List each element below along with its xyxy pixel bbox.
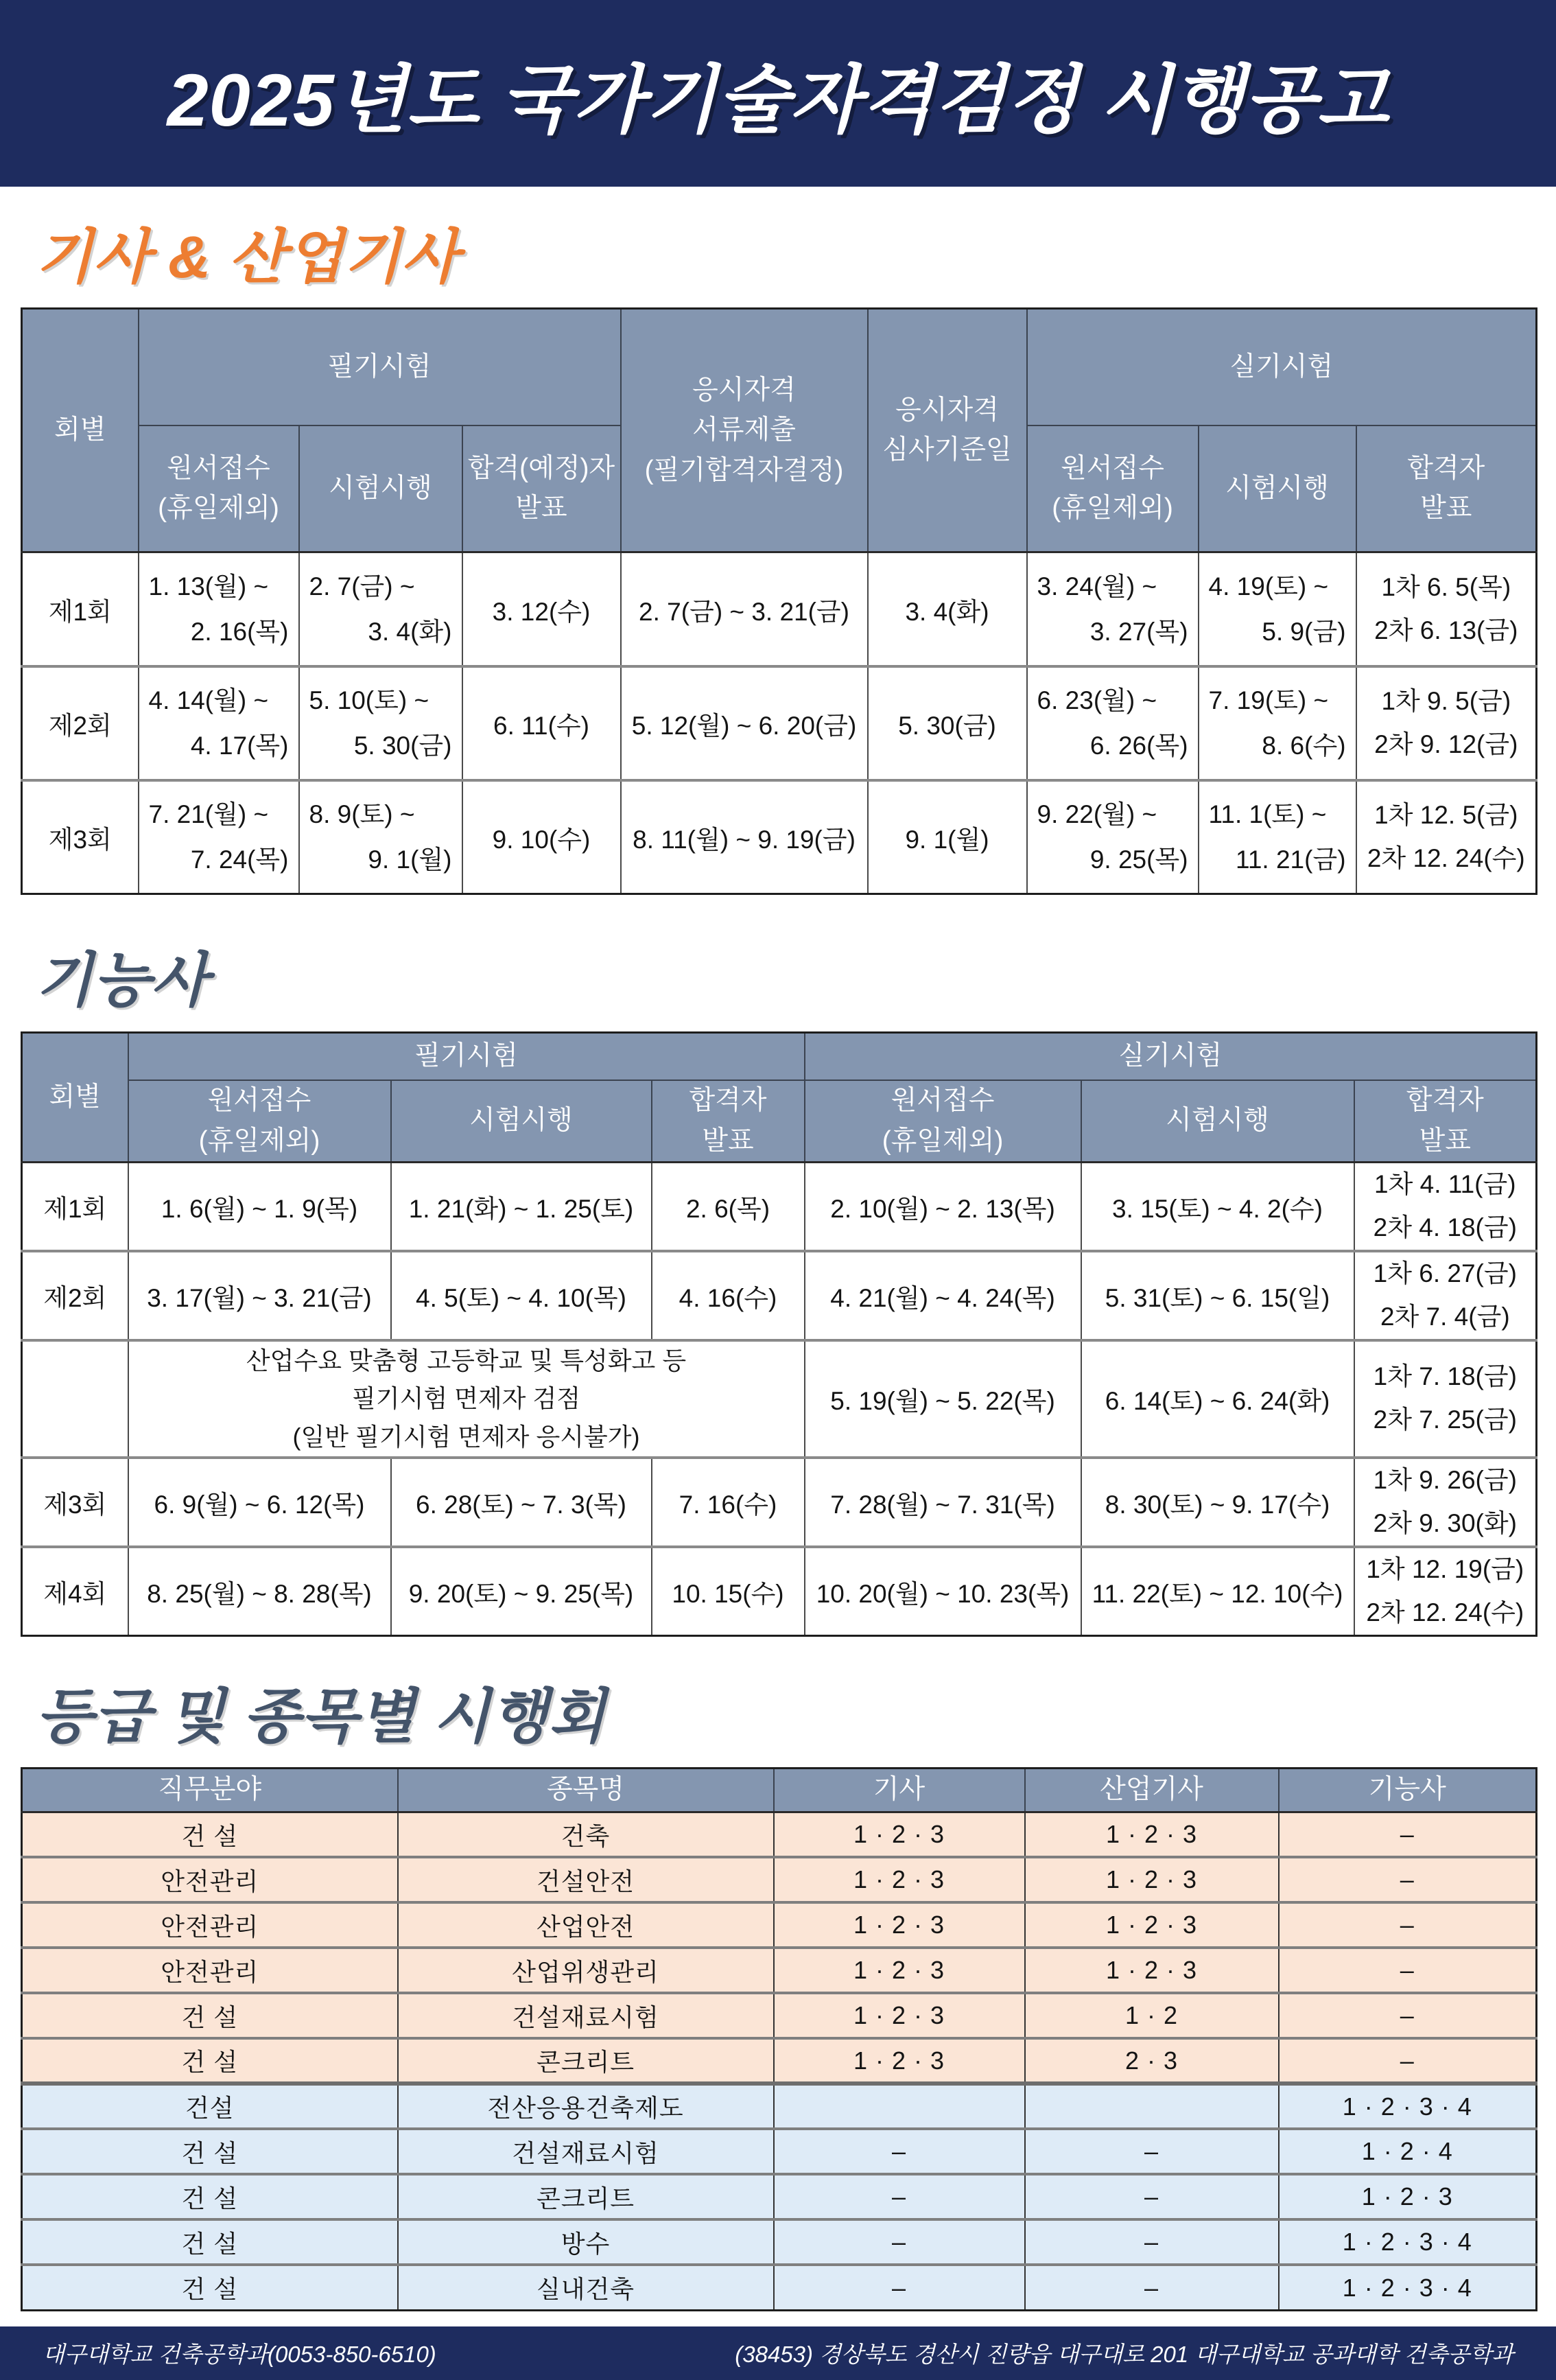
t1-r2-practical-registration: 6. 23(월) ~ 6. 26(목) xyxy=(1027,666,1199,780)
t1-header-round: 회별 xyxy=(22,309,139,552)
t1-header-criteria-date: 응시자격 심사기준일 xyxy=(868,309,1027,552)
t2-r2-practical-registration: 4. 21(월) ~ 4. 24(목) xyxy=(805,1251,1081,1340)
t3-r2-subject: 건설안전 xyxy=(398,1857,774,1902)
t2-r4-practical-pass: 1차 12. 19(금) 2차 12. 24(수) xyxy=(1354,1547,1537,1635)
t2-r2-practical-exam-date: 5. 31(토) ~ 6. 15(일) xyxy=(1081,1251,1354,1340)
t3-row-11 xyxy=(22,2265,1537,2310)
t2-special-round-cell xyxy=(22,1340,128,1458)
t3-row-5 xyxy=(22,1993,1537,2038)
t3-r2-gineungsa: – xyxy=(1279,1857,1537,1902)
t2-r1-written-pass: 2. 6(목) xyxy=(652,1163,805,1251)
t3-header-field: 직무분야 xyxy=(22,1768,398,1812)
t3-r7-gisa xyxy=(774,2084,1025,2129)
section-heading-grade: 등급 및 종목별 시행회 xyxy=(36,1683,606,1750)
t1-r3-practical-registration: 9. 22(월) ~ 9. 25(목) xyxy=(1027,780,1199,894)
t1-r3-practical-pass: 1차 12. 5(금) 2차 12. 24(수) xyxy=(1356,780,1537,894)
t3-r5-gineungsa: – xyxy=(1279,1993,1537,2038)
t2-r2-written-pass: 4. 16(수) xyxy=(652,1251,805,1340)
t3-r4-gineungsa: – xyxy=(1279,1948,1537,1993)
t3-r8-field: 건 설 xyxy=(22,2129,398,2174)
t2-r2-written-exam-date: 4. 5(토) ~ 4. 10(목) xyxy=(391,1251,652,1340)
gisa-table-header xyxy=(22,309,1537,552)
t2-r4-written-registration: 8. 25(월) ~ 8. 28(목) xyxy=(128,1547,391,1635)
t2-special-note: 산업수요 맞춤형 고등학교 및 특성화고 등 필기시험 면제자 검점 (일반 필기시험 면제자 응시불가) xyxy=(128,1340,805,1458)
t3-r11-subject: 실내건축 xyxy=(398,2265,774,2310)
t3-r9-saneopgisa: – xyxy=(1025,2174,1279,2219)
footer-address: (38453) 경상북도 경산시 진량읍 대구대로 201 대구대학교 공과대학 건축공학과 xyxy=(735,2342,1513,2368)
t2-r4-practical-exam-date: 11. 22(토) ~ 12. 10(수) xyxy=(1081,1547,1354,1635)
t2-r3-practical-registration: 7. 28(월) ~ 7. 31(목) xyxy=(805,1458,1081,1547)
t1-r1-written-exam-date: 2. 7(금) ~ 3. 4(화) xyxy=(299,552,462,666)
t3-row-2 xyxy=(22,1857,1537,1902)
t1-r3-practical-exam-date: 11. 1(토) ~ 11. 21(금) xyxy=(1199,780,1356,894)
t3-r7-field: 건설 xyxy=(22,2084,398,2129)
t3-r10-gineungsa: 1 · 2 · 3 · 4 xyxy=(1279,2219,1537,2265)
t3-r2-gisa: 1 · 2 · 3 xyxy=(774,1857,1025,1902)
t2-header-practical-pass: 합격자 발표 xyxy=(1354,1080,1537,1163)
t1-header-practical-exam-date: 시험시행 xyxy=(1199,425,1356,552)
t1-r1-docs: 2. 7(금) ~ 3. 21(금) xyxy=(621,552,868,666)
t1-header-practical-exam: 실기시험 xyxy=(1027,309,1537,425)
t2-row-1 xyxy=(22,1163,1537,1251)
t3-r8-gisa: – xyxy=(774,2129,1025,2174)
t1-r3-written-pass: 9. 10(수) xyxy=(462,780,621,894)
t2-row-special xyxy=(22,1340,1537,1458)
t3-r4-gisa: 1 · 2 · 3 xyxy=(774,1948,1025,1993)
t3-r9-field: 건 설 xyxy=(22,2174,398,2219)
t2-header-practical-exam: 실기시험 xyxy=(805,1032,1537,1080)
t2-header-practical-exam-date: 시험시행 xyxy=(1081,1080,1354,1163)
t2-r3-written-exam-date: 6. 28(토) ~ 7. 3(목) xyxy=(391,1458,652,1547)
t3-r9-subject: 콘크리트 xyxy=(398,2174,774,2219)
t3-r9-gineungsa: 1 · 2 · 3 xyxy=(1279,2174,1537,2219)
t2-row-4 xyxy=(22,1547,1537,1635)
t3-r6-field: 건 설 xyxy=(22,2038,398,2084)
t1-header-written-exam: 필기시험 xyxy=(139,309,621,425)
t1-row-3 xyxy=(22,780,1537,894)
t3-r10-gisa: – xyxy=(774,2219,1025,2265)
t2-r1-practical-registration: 2. 10(월) ~ 2. 13(목) xyxy=(805,1163,1081,1251)
grade-table-header xyxy=(22,1768,1537,1812)
t3-row-10 xyxy=(22,2219,1537,2265)
t3-r5-field: 건 설 xyxy=(22,1993,398,2038)
t3-r8-saneopgisa: – xyxy=(1025,2129,1279,2174)
t3-header-saneopgisa: 산업기사 xyxy=(1025,1768,1279,1812)
t3-r1-saneopgisa: 1 · 2 · 3 xyxy=(1025,1812,1279,1857)
t3-row-6 xyxy=(22,2038,1537,2084)
t3-r11-gisa: – xyxy=(774,2265,1025,2310)
t3-r6-gisa: 1 · 2 · 3 xyxy=(774,2038,1025,2084)
t2-r3-practical-pass: 1차 9. 26(금) 2차 9. 30(화) xyxy=(1354,1458,1537,1547)
t1-r2-written-registration: 4. 14(월) ~ 4. 17(목) xyxy=(139,666,299,780)
t3-header-gisa: 기사 xyxy=(774,1768,1025,1812)
t1-r3-round: 제3회 xyxy=(22,780,139,894)
t3-row-7 xyxy=(22,2084,1537,2129)
t3-r3-gineungsa: – xyxy=(1279,1902,1537,1948)
t1-row-2 xyxy=(22,666,1537,780)
t2-r4-practical-registration: 10. 20(월) ~ 10. 23(목) xyxy=(805,1547,1081,1635)
t2-r2-round: 제2회 xyxy=(22,1251,128,1340)
t2-header-written-registration: 원서접수 (휴일제외) xyxy=(128,1080,391,1163)
t3-r7-gineungsa: 1 · 2 · 3 · 4 xyxy=(1279,2084,1537,2129)
t3-r1-gineungsa: – xyxy=(1279,1812,1537,1857)
t1-r3-written-registration: 7. 21(월) ~ 7. 24(목) xyxy=(139,780,299,894)
t1-r3-docs: 8. 11(월) ~ 9. 19(금) xyxy=(621,780,868,894)
t2-special-practical-registration: 5. 19(월) ~ 5. 22(목) xyxy=(805,1340,1081,1458)
t2-header-written-exam-date: 시험시행 xyxy=(391,1080,652,1163)
t3-r1-subject: 건축 xyxy=(398,1812,774,1857)
t3-r4-field: 안전관리 xyxy=(22,1948,398,1993)
t2-r3-round: 제3회 xyxy=(22,1458,128,1547)
gineungsa-schedule-table xyxy=(21,1031,1537,1637)
t2-r4-written-pass: 10. 15(수) xyxy=(652,1547,805,1635)
t2-r3-practical-exam-date: 8. 30(토) ~ 9. 17(수) xyxy=(1081,1458,1354,1547)
title-banner xyxy=(0,0,1556,187)
t3-r4-subject: 산업위생관리 xyxy=(398,1948,774,1993)
t1-r1-written-registration: 1. 13(월) ~ 2. 16(목) xyxy=(139,552,299,666)
t1-r2-round: 제2회 xyxy=(22,666,139,780)
section-heading-gisa: 기사 & 산업기사 xyxy=(36,224,460,290)
t2-r3-written-registration: 6. 9(월) ~ 6. 12(목) xyxy=(128,1458,391,1547)
t3-row-8 xyxy=(22,2129,1537,2174)
t3-r7-subject: 전산응용건축제도 xyxy=(398,2084,774,2129)
t1-r2-criteria-date: 5. 30(금) xyxy=(868,666,1027,780)
t2-r3-written-pass: 7. 16(수) xyxy=(652,1458,805,1547)
t2-special-practical-exam-date: 6. 14(토) ~ 6. 24(화) xyxy=(1081,1340,1354,1458)
t1-row-1 xyxy=(22,552,1537,666)
t3-r7-saneopgisa xyxy=(1025,2084,1279,2129)
t3-row-9 xyxy=(22,2174,1537,2219)
t2-r2-written-registration: 3. 17(월) ~ 3. 21(금) xyxy=(128,1251,391,1340)
t2-r4-round: 제4회 xyxy=(22,1547,128,1635)
t1-r1-practical-pass: 1차 6. 5(목) 2차 6. 13(금) xyxy=(1356,552,1537,666)
t1-r2-written-exam-date: 5. 10(토) ~ 5. 30(금) xyxy=(299,666,462,780)
t3-row-1 xyxy=(22,1812,1537,1857)
t1-r1-round: 제1회 xyxy=(22,552,139,666)
t1-r1-written-pass: 3. 12(수) xyxy=(462,552,621,666)
t3-r9-gisa: – xyxy=(774,2174,1025,2219)
t3-r5-subject: 건설재료시험 xyxy=(398,1993,774,2038)
t2-special-practical-pass: 1차 7. 18(금) 2차 7. 25(금) xyxy=(1354,1340,1537,1458)
section-heading-gineungsa: 기능사 xyxy=(36,948,209,1014)
t3-r1-gisa: 1 · 2 · 3 xyxy=(774,1812,1025,1857)
t3-header-subject: 종목명 xyxy=(398,1768,774,1812)
t3-r8-gineungsa: 1 · 2 · 4 xyxy=(1279,2129,1537,2174)
t3-r5-gisa: 1 · 2 · 3 xyxy=(774,1993,1025,2038)
t2-r1-practical-exam-date: 3. 15(토) ~ 4. 2(수) xyxy=(1081,1163,1354,1251)
t3-r5-saneopgisa: 1 · 2 xyxy=(1025,1993,1279,2038)
grade-subject-table xyxy=(21,1767,1537,2311)
t1-r3-written-exam-date: 8. 9(토) ~ 9. 1(월) xyxy=(299,780,462,894)
t3-r3-subject: 산업안전 xyxy=(398,1902,774,1948)
t1-header-written-exam-date: 시험시행 xyxy=(299,425,462,552)
t3-r11-field: 건 설 xyxy=(22,2265,398,2310)
t3-r10-field: 건 설 xyxy=(22,2219,398,2265)
t2-header-written-pass: 합격자 발표 xyxy=(652,1080,805,1163)
t3-r6-saneopgisa: 2 · 3 xyxy=(1025,2038,1279,2084)
t3-r1-field: 건 설 xyxy=(22,1812,398,1857)
t1-header-docs: 응시자격 서류제출 (필기합격자결정) xyxy=(621,309,868,552)
t2-r1-written-registration: 1. 6(월) ~ 1. 9(목) xyxy=(128,1163,391,1251)
t3-r4-saneopgisa: 1 · 2 · 3 xyxy=(1025,1948,1279,1993)
t2-r1-practical-pass: 1차 4. 11(금) 2차 4. 18(금) xyxy=(1354,1163,1537,1251)
t3-r8-subject: 건설재료시험 xyxy=(398,2129,774,2174)
t1-header-practical-registration: 원서접수 (휴일제외) xyxy=(1027,425,1199,552)
t1-r1-practical-registration: 3. 24(월) ~ 3. 27(목) xyxy=(1027,552,1199,666)
t3-row-3 xyxy=(22,1902,1537,1948)
gineungsa-table-header xyxy=(22,1032,1537,1163)
t3-r3-field: 안전관리 xyxy=(22,1902,398,1948)
page-title: 2025년도 국가기술자격검정 시행공고 xyxy=(167,58,1389,141)
t2-r1-written-exam-date: 1. 21(화) ~ 1. 25(토) xyxy=(391,1163,652,1251)
t1-r2-practical-pass: 1차 9. 5(금) 2차 9. 12(금) xyxy=(1356,666,1537,780)
footer-department-phone: 대구대학교 건축공학과(0053-850-6510) xyxy=(43,2342,436,2368)
t2-r2-practical-pass: 1차 6. 27(금) 2차 7. 4(금) xyxy=(1354,1251,1537,1340)
t2-r1-round: 제1회 xyxy=(22,1163,128,1251)
t3-r11-gineungsa: 1 · 2 · 3 · 4 xyxy=(1279,2265,1537,2310)
t2-row-2 xyxy=(22,1251,1537,1340)
t2-header-written-exam: 필기시험 xyxy=(128,1032,805,1080)
t3-header-gineungsa: 기능사 xyxy=(1279,1768,1537,1812)
t3-r10-saneopgisa: – xyxy=(1025,2219,1279,2265)
t2-header-round: 회별 xyxy=(22,1032,128,1163)
t1-header-practical-pass-announcement: 합격자 발표 xyxy=(1356,425,1537,552)
t1-r2-docs: 5. 12(월) ~ 6. 20(금) xyxy=(621,666,868,780)
t1-r1-criteria-date: 3. 4(화) xyxy=(868,552,1027,666)
t2-r4-written-exam-date: 9. 20(토) ~ 9. 25(목) xyxy=(391,1547,652,1635)
t1-r2-practical-exam-date: 7. 19(토) ~ 8. 6(수) xyxy=(1199,666,1356,780)
t3-r3-gisa: 1 · 2 · 3 xyxy=(774,1902,1025,1948)
t1-r3-criteria-date: 9. 1(월) xyxy=(868,780,1027,894)
t1-header-written-pass-announcement: 합격(예정)자 발표 xyxy=(462,425,621,552)
t3-r6-subject: 콘크리트 xyxy=(398,2038,774,2084)
t3-r2-field: 안전관리 xyxy=(22,1857,398,1902)
t1-header-written-registration: 원서접수 (휴일제외) xyxy=(139,425,299,552)
t3-r6-gineungsa: – xyxy=(1279,2038,1537,2084)
gisa-schedule-table xyxy=(21,307,1537,895)
t1-r2-written-pass: 6. 11(수) xyxy=(462,666,621,780)
t2-row-3 xyxy=(22,1458,1537,1547)
t3-r10-subject: 방수 xyxy=(398,2219,774,2265)
t3-r11-saneopgisa: – xyxy=(1025,2265,1279,2310)
t2-header-practical-registration: 원서접수 (휴일제외) xyxy=(805,1080,1081,1163)
t3-row-4 xyxy=(22,1948,1537,1993)
t3-r3-saneopgisa: 1 · 2 · 3 xyxy=(1025,1902,1279,1948)
t1-r1-practical-exam-date: 4. 19(토) ~ 5. 9(금) xyxy=(1199,552,1356,666)
t3-r2-saneopgisa: 1 · 2 · 3 xyxy=(1025,1857,1279,1902)
